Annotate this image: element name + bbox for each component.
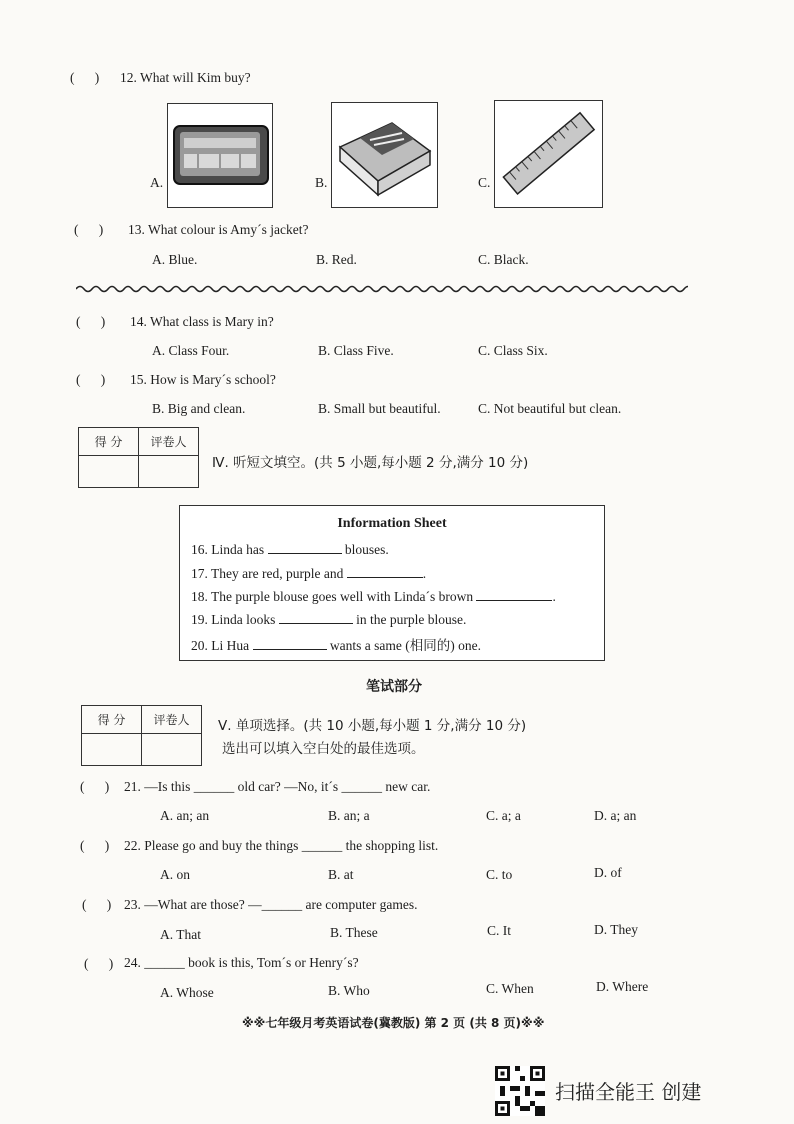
q15-option-c: C. Not beautiful but clean.: [478, 401, 622, 416]
q14-stem: 14. What class is Mary in?: [130, 314, 274, 329]
ruler-icon: [494, 100, 603, 208]
score-label: 得 分: [79, 428, 139, 456]
q23-option-a: A. That: [160, 927, 201, 942]
answer-blank-16[interactable]: [268, 541, 342, 554]
q23-paren: ( ): [82, 897, 112, 912]
scanner-watermark-text: 扫描全能王 创建: [555, 1080, 702, 1104]
q15-paren: ( ): [76, 372, 106, 387]
grader-cell[interactable]: [142, 734, 202, 766]
q21-option-d: D. a; an: [594, 808, 637, 823]
q24-stem: 24. ______ book is this, Tom´s or Henry´s?: [124, 955, 359, 970]
grader-label: 评卷人: [139, 428, 199, 456]
eraser-icon: [331, 102, 438, 208]
q15-option-a: B. Big and clean.: [152, 401, 246, 416]
q21-option-b: B. an; a: [328, 808, 370, 823]
q23-option-b: B. These: [330, 925, 378, 940]
q15-option-b: B. Small but beautiful.: [318, 401, 441, 416]
answer-blank-19[interactable]: [279, 611, 353, 624]
section4-title: Ⅳ. 听短文填空。(共 5 小题,每小题 2 分,满分 10 分): [212, 455, 529, 471]
q24-option-b: B. Who: [328, 983, 370, 998]
q15-stem: 15. How is Mary´s school?: [130, 372, 276, 387]
q12-option-b-label: B.: [315, 175, 328, 190]
q23-stem: 23. —What are those? —______ are computer games.: [124, 897, 418, 912]
q13-paren: ( ): [74, 222, 104, 237]
q22-paren: ( ): [80, 838, 110, 853]
score-cell[interactable]: [79, 456, 139, 488]
answer-blank-17[interactable]: [347, 565, 423, 578]
q12-option-a-label: A.: [150, 175, 164, 190]
q22-option-a: A. on: [160, 867, 190, 882]
q24-paren: ( ): [84, 956, 114, 971]
pencil-box-icon: [167, 103, 273, 208]
q23-option-c: C. It: [487, 923, 512, 938]
q14-option-c: C. Class Six.: [478, 343, 548, 358]
section5-title: Ⅴ. 单项选择。(共 10 小题,每小题 1 分,满分 10 分): [218, 718, 527, 734]
section5-score-box: [81, 705, 202, 766]
sheet-item-17: 17. They are red, purple and .: [191, 566, 427, 581]
q24-option-c: C. When: [486, 981, 534, 996]
sheet-item-20: 20. Li Hua wants a same (相同的) one.: [191, 638, 481, 653]
sheet-item-19: 19. Linda looks in the purple blouse.: [191, 612, 467, 627]
information-sheet-title: Information Sheet: [337, 516, 447, 531]
q21-paren: ( ): [80, 779, 110, 794]
grader-label: 评卷人: [142, 706, 202, 734]
q22-option-b: B. at: [328, 867, 354, 882]
q23-option-d: D. They: [594, 922, 638, 937]
q21-option-c: C. a; a: [486, 808, 521, 823]
answer-blank-18[interactable]: [476, 588, 552, 601]
q24-option-d: D. Where: [596, 979, 649, 994]
q13-option-c: C. Black.: [478, 252, 529, 267]
information-sheet: [179, 505, 605, 661]
wavy-divider: [76, 282, 688, 296]
q12-paren: ( ): [70, 70, 100, 85]
section5-instruction: 选出可以填入空白处的最佳选项。: [222, 741, 425, 757]
qr-code-icon: [495, 1066, 545, 1116]
answer-blank-20[interactable]: [253, 637, 327, 650]
q12-stem: 12. What will Kim buy?: [120, 70, 251, 85]
q13-stem: 13. What colour is Amy´s jacket?: [128, 222, 309, 237]
sheet-item-18: 18. The purple blouse goes well with Linda´s brown .: [191, 589, 556, 604]
q21-option-a: A. an; an: [160, 808, 210, 823]
q12-option-c-label: C.: [478, 175, 491, 190]
q13-option-a: A. Blue.: [152, 252, 198, 267]
section4-score-box: [78, 427, 199, 488]
q14-option-b: B. Class Five.: [318, 343, 394, 358]
page-footer: ※※七年级月考英语试卷(冀教版) 第 2 页 (共 8 页)※※: [242, 1016, 545, 1030]
sheet-item-16: 16. Linda has blouses.: [191, 542, 389, 557]
score-cell[interactable]: [82, 734, 142, 766]
q24-option-a: A. Whose: [160, 985, 214, 1000]
q14-paren: ( ): [76, 314, 106, 329]
grader-cell[interactable]: [139, 456, 199, 488]
q22-option-d: D. of: [594, 865, 622, 880]
q13-option-b: B. Red.: [316, 252, 357, 267]
q21-stem: 21. —Is this ______ old car? —No, it´s ______ new car.: [124, 779, 431, 794]
q22-option-c: C. to: [486, 867, 513, 882]
written-part-title: 笔试部分: [366, 679, 422, 695]
q22-stem: 22. Please go and buy the things ______ the shopping list.: [124, 838, 439, 853]
score-label: 得 分: [82, 706, 142, 734]
q14-option-a: A. Class Four.: [152, 343, 230, 358]
